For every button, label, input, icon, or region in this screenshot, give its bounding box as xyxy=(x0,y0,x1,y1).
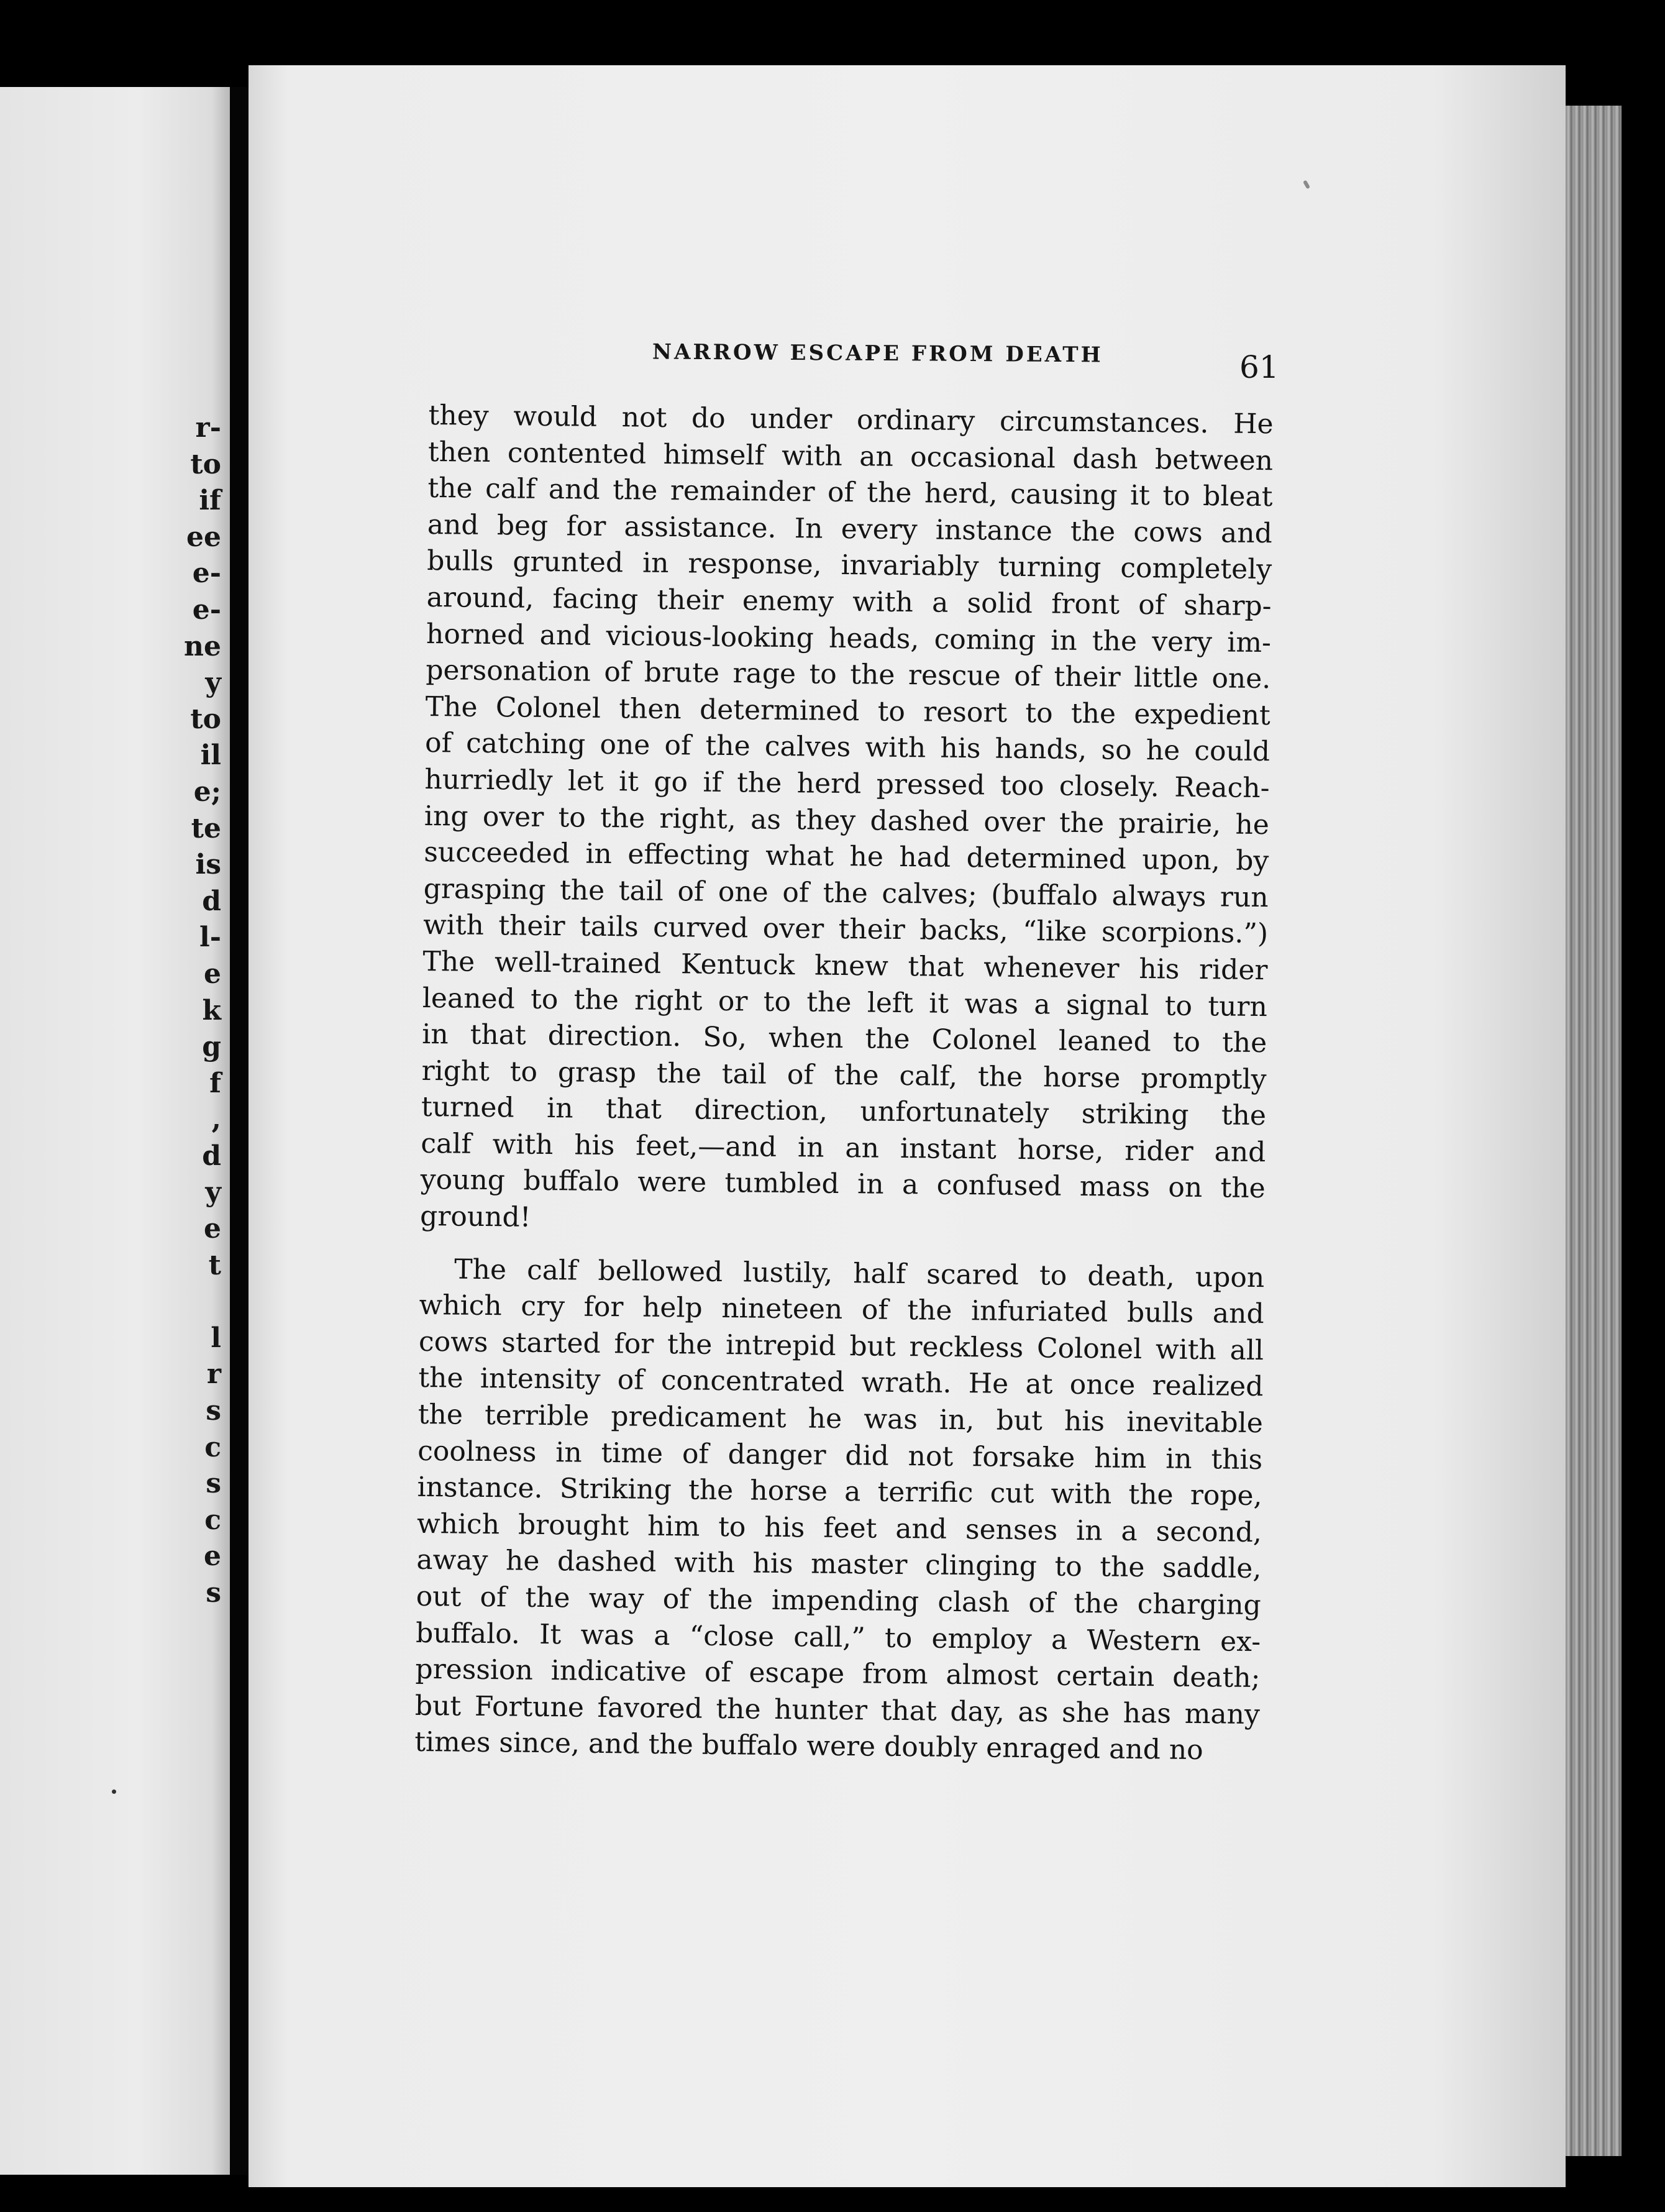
left-page-fragment: d xyxy=(202,1140,221,1172)
running-header: NARROW ESCAPE FROM DEATH xyxy=(652,339,1103,368)
left-page-fragment: s xyxy=(206,1395,221,1427)
text-line: ground! xyxy=(419,1200,531,1233)
page-number: 61 xyxy=(1239,349,1279,385)
text-line: but Fortune favored the hunter that day, as she has many xyxy=(414,1689,1261,1730)
left-page-fragment: d xyxy=(202,885,221,917)
text-line: pression indicative of escape from almost certain death; xyxy=(415,1653,1261,1694)
text-line: in that direction. So, when the Colonel leaned to the xyxy=(422,1018,1267,1059)
left-page-fragment: r xyxy=(206,1358,221,1391)
text-line: around, facing their enemy with a solid front of sharp- xyxy=(426,581,1272,623)
left-page-fragment: e- xyxy=(192,557,221,590)
text-line: times since, and the buffalo were doubly enraged and no xyxy=(414,1726,1203,1766)
left-page-fragment: e xyxy=(204,957,221,990)
text-line: young buffalo were tumbled in a confused mass on the xyxy=(420,1164,1266,1205)
text-line: the intensity of concentrated wrath. He at once realized xyxy=(418,1362,1264,1403)
left-page-fragment: s xyxy=(206,1468,221,1500)
text-line: leaned to the right or to the left it was a signal to turn xyxy=(422,982,1268,1023)
text-line: right to grasp the tail of the calf, the horse promptly xyxy=(421,1054,1267,1095)
left-page-fragment: t xyxy=(208,1249,221,1281)
text-line: The well-trained Kentuck knew that whenever his rider xyxy=(422,945,1268,987)
left-page-fragment: e xyxy=(204,1213,221,1245)
text-line: succeeded in effecting what he had determined upon, by xyxy=(424,836,1269,877)
text-line: calf with his feet,—and in an instant horse, rider and xyxy=(421,1127,1266,1169)
left-page-fragment: e- xyxy=(192,593,221,626)
left-page-fragment: is xyxy=(195,849,221,881)
text-line: bulls grunted in response, invariably turning completely xyxy=(426,545,1272,586)
text-line: with their tails curved over their backs, “like scorpions.”) xyxy=(422,909,1269,950)
left-page-fragment: y xyxy=(205,667,221,699)
text-line: of catching one of the calves with his hands, so he could xyxy=(424,727,1270,768)
text-line: away he dashed with his master clinging to the saddle, xyxy=(416,1544,1262,1585)
left-page-fragment: g xyxy=(202,1031,221,1063)
text-line: which cry for help nineteen of the infuriated bulls and xyxy=(419,1289,1264,1330)
text-line: The Colonel then determined to resort to the expedient xyxy=(425,690,1270,731)
left-page-fragment: ne xyxy=(184,630,221,662)
text-line: they would not do under ordinary circumstances. He xyxy=(428,399,1274,441)
left-page-fragment: to xyxy=(190,448,221,480)
left-page-cropped-text xyxy=(165,410,221,1612)
text-line: personation of brute rage to the rescue of their little one. xyxy=(426,654,1271,695)
text-line: grasping the tail of one of the calves; (buffalo always run xyxy=(423,872,1269,913)
body-text xyxy=(414,398,1274,1770)
scan-speck xyxy=(112,1789,116,1794)
left-page-fragment: te xyxy=(191,812,221,844)
text-line: hurriedly let it go if the herd pressed too closely. Reach- xyxy=(424,763,1270,805)
left-page-fragment: e xyxy=(204,1540,221,1573)
left-page-fragment: il xyxy=(200,739,221,772)
left-page-fragment: to xyxy=(190,703,221,735)
text-line: coolness in time of danger did not forsake him in this xyxy=(417,1435,1263,1476)
text-line: ing over to the right, as they dashed over the prairie, he xyxy=(424,800,1270,841)
text-line: cows started for the intrepid but reckless Colonel with all xyxy=(418,1325,1264,1367)
left-page-fragment: if xyxy=(199,485,221,517)
left-page-fragment: , xyxy=(211,1104,221,1136)
left-page-fragment: e; xyxy=(193,775,221,808)
book-gutter xyxy=(230,87,249,2175)
left-page-fragment: y xyxy=(205,1176,221,1209)
text-line: instance. Striking the horse a terrific cut with the rope, xyxy=(417,1471,1262,1512)
left-page-fragment: ee xyxy=(186,521,221,553)
left-page-fragment: s xyxy=(206,1577,221,1609)
text-line: then contented himself with an occasional dash between xyxy=(427,436,1274,477)
left-page-fragment: l- xyxy=(199,921,221,954)
text-line: buffalo. It was a “close call,” to employ a Western ex- xyxy=(415,1617,1261,1658)
text-line: out of the way of the impending clash of the charging xyxy=(416,1580,1261,1622)
left-page-fragment: c xyxy=(204,1431,221,1463)
text-line: horned and vicious-looking heads, coming in the very im- xyxy=(426,618,1272,659)
text-line: turned in that direction, unfortunately striking the xyxy=(421,1091,1267,1132)
left-page-fragment: r- xyxy=(195,412,221,444)
text-line: the terrible predicament he was in, but his inevitable xyxy=(417,1398,1264,1440)
left-page-fragment: f xyxy=(209,1067,221,1099)
left-page-fragment: c xyxy=(204,1504,221,1536)
text-line: The calf bellowed lustily, half scared to death, upon xyxy=(454,1253,1265,1294)
left-page-fragment xyxy=(165,1284,221,1320)
page-stack-edge xyxy=(1566,106,1622,2156)
left-page-fragment: l xyxy=(211,1322,221,1354)
left-facing-page xyxy=(0,87,230,2175)
text-line: the calf and the remainder of the herd, causing it to bleat xyxy=(427,472,1273,513)
text-line: which brought him to his feet and senses in a second, xyxy=(416,1507,1262,1548)
left-page-fragment: k xyxy=(202,994,221,1026)
text-line: and beg for assistance. In every instance the cows and xyxy=(427,508,1273,550)
